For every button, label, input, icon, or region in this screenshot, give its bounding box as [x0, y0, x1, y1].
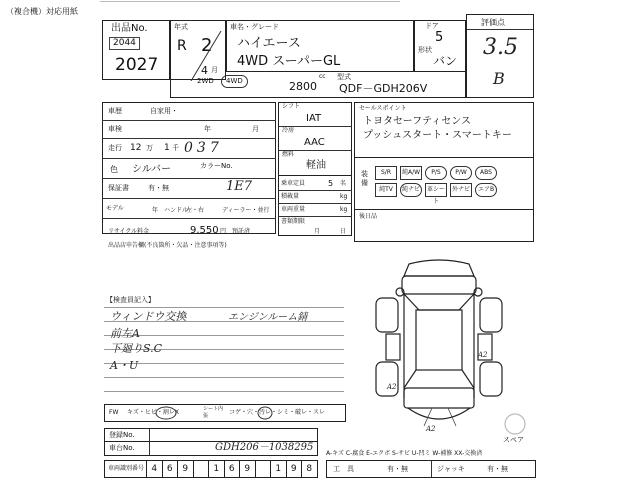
equipment-chip: 外ナビ	[450, 183, 472, 197]
ruled-line	[104, 391, 344, 392]
ruled-line	[104, 377, 344, 378]
row-line	[278, 216, 352, 217]
model-code: QDF－GDH206V	[339, 82, 428, 95]
year-value: 2	[201, 35, 213, 56]
row-line	[278, 203, 352, 204]
drive-2wd: 2WD	[197, 77, 214, 85]
vin-digit-cell: 6	[224, 460, 241, 478]
vin-digit-cell: 9	[286, 460, 303, 478]
jack-options: 有・無	[487, 465, 508, 473]
row-line	[102, 158, 276, 159]
form-label: （複合機）対応用紙	[6, 7, 78, 16]
row-line	[278, 190, 352, 191]
name-label: 車名・グレード	[230, 23, 279, 31]
right-front-wheel	[480, 298, 502, 332]
car-damage-diagram	[364, 258, 514, 438]
cell-divider	[149, 429, 150, 441]
damage-mark-left: A2	[387, 383, 397, 391]
month-value: 4	[201, 64, 208, 77]
doors-value: 5	[435, 30, 444, 45]
inspection-note-2: 前左A	[110, 327, 140, 340]
equipment-chip: S/R	[375, 166, 397, 180]
vin-digit-cell	[193, 460, 210, 478]
vin-digit-cell: 4	[146, 460, 163, 478]
score-divider	[467, 29, 533, 30]
tools-options: 有・無	[387, 465, 408, 473]
score-value: 3.5	[483, 35, 518, 60]
legend-scratch: キズ・ヒビ・割レX	[127, 409, 179, 416]
expiry-month: 月	[314, 228, 321, 235]
legend-burn: コゲ・穴・汚レ・シミ・破レ・スレ	[229, 409, 326, 416]
era: R	[177, 38, 187, 54]
windshield-outline	[404, 294, 474, 310]
vin-digit-cell: 1	[270, 460, 287, 478]
recycle-value: 9,550	[190, 225, 219, 236]
details-box	[102, 102, 276, 234]
vin-digit-cell	[255, 460, 272, 478]
vin-digit-cell: 1	[208, 460, 225, 478]
capacity-unit: 名	[340, 180, 347, 187]
recycle-label: リサイクル料金	[108, 228, 150, 235]
damage-mark-right: A2	[478, 351, 488, 359]
roof-outline	[416, 310, 462, 370]
interior-score: B	[493, 69, 505, 88]
category-value: 自家用・	[150, 107, 178, 115]
after-items-label: 後日品	[359, 213, 378, 220]
inspection-label: 車検	[108, 125, 122, 133]
mileage-label: 走行	[108, 144, 122, 152]
recycle-unit: 円	[220, 228, 227, 235]
equipment-label: 装備	[361, 170, 368, 187]
selling-point-2: プッシュスタート・スマートキー	[363, 130, 512, 141]
category-label: 車歴	[108, 107, 122, 115]
lot-box	[102, 20, 170, 80]
tools-label: 工 具	[333, 465, 354, 473]
inspection-remark: エンジンルーム錆	[228, 312, 308, 323]
fuel-label: 燃料	[282, 151, 295, 158]
warranty-options: 有・無	[148, 184, 169, 192]
month-unit: 月	[211, 66, 218, 74]
score-box	[466, 14, 534, 98]
equipment-chip: 純ナビ	[400, 183, 422, 197]
cc-unit: cc	[319, 73, 326, 80]
lot-label: 出品No.	[111, 23, 148, 34]
year-label: 年式	[174, 23, 188, 31]
inspection-month-unit: 月	[252, 125, 259, 133]
right-rear-wheel	[480, 362, 502, 396]
damage-legend-bar	[104, 404, 346, 422]
top-edge-line	[100, 1, 400, 2]
vin-digit-cell: 6	[162, 460, 179, 478]
capacity-label: 乗車定員	[281, 180, 306, 187]
ruled-line	[104, 335, 344, 336]
spec-row	[170, 72, 466, 98]
equipment-chip: 純TV	[375, 183, 397, 197]
legend-fw: FW	[109, 409, 119, 416]
shape-label: 形状	[418, 46, 432, 54]
row-line	[102, 138, 276, 139]
recycle-deposit: 預託済	[232, 228, 251, 235]
spare-tire-icon	[503, 412, 527, 436]
mileage-sen-unit: 千	[172, 144, 179, 152]
chassis-label: 車台No.	[109, 444, 135, 452]
ac-value: AAC	[304, 137, 325, 148]
color-value: シルバー	[132, 164, 172, 175]
equipment-chip: エアB	[475, 183, 497, 197]
shape-value: バン	[433, 54, 458, 68]
vin-digit-cell: 8	[301, 460, 318, 478]
load-unit: kg	[340, 193, 348, 200]
selling-points-label: セールスポイント	[359, 105, 407, 112]
score-label: 評価点	[481, 18, 505, 27]
ruled-line	[104, 307, 344, 308]
mileage-sen: 1	[164, 143, 170, 153]
chassis-value: GDH206－1038295	[215, 442, 314, 453]
equipment-chip: 革シート	[425, 183, 447, 197]
spare-label: スペア	[503, 436, 524, 444]
type-label: 型式	[337, 73, 351, 81]
registration-row	[104, 428, 318, 442]
inspection-year-unit: 年	[204, 125, 211, 133]
vin-label: 車両識別番号	[108, 465, 145, 472]
name-box	[226, 20, 414, 72]
color-no-value: 1E7	[226, 179, 253, 194]
shift-value: IAT	[306, 113, 322, 124]
door-shape-box	[414, 20, 466, 72]
registration-label: 登録No.	[109, 431, 135, 439]
left-front-wheel	[376, 298, 398, 332]
shift-label: シフト	[282, 103, 301, 110]
mileage-man-unit: 万	[146, 144, 153, 152]
chassis-row	[104, 442, 318, 456]
selling-point-1: トヨタセーフティセンス	[363, 116, 471, 127]
vin-digit-cell: 9	[177, 460, 194, 478]
model-year-label: モデル	[106, 205, 124, 212]
lot-code: 2044	[109, 37, 140, 50]
inspection-note-3: 下廻りS.C	[110, 342, 163, 355]
hood-outline	[402, 276, 476, 294]
rear-bumper-outline	[408, 408, 470, 419]
expiry-label: 書類期限	[281, 218, 306, 225]
door-label: ドア	[425, 22, 439, 30]
color-label: 色	[110, 165, 118, 174]
inspection-note-4: A・U	[110, 359, 139, 372]
vehicle-grade: 4WD スーパーGL	[237, 54, 341, 69]
damage-mark-rear: A2	[426, 425, 436, 433]
expiry-day: 日	[340, 228, 347, 235]
damage-codes-legend: A-キズ C-腐食 E-エクボ S-サビ U-凹ミ W-補修 XX-交換済	[326, 450, 483, 457]
crack-mark-circle	[155, 406, 177, 420]
inspection-note-1: ウィンドウ交換	[110, 310, 187, 323]
tools-jack-row	[326, 460, 536, 478]
cell-divider	[431, 461, 432, 477]
jack-label: ジャッキ	[437, 465, 465, 473]
cc-value: 2800	[289, 80, 317, 93]
selling-points-box	[354, 102, 534, 158]
weight-unit: kg	[340, 206, 348, 213]
capacity-value: 5	[328, 179, 334, 188]
equipment-chip: P/W	[450, 166, 472, 180]
rear-door-outline	[404, 388, 474, 408]
handle-options: 左・右	[186, 207, 205, 214]
fuel-value: 軽油	[306, 160, 326, 171]
row-line	[102, 120, 276, 121]
lot-number: 2027	[115, 55, 159, 75]
color-no-label: カラーNo.	[200, 162, 233, 170]
mileage-man: 12	[130, 143, 142, 153]
load-label: 積載量	[281, 193, 300, 200]
ac-label: 冷房	[282, 127, 295, 134]
equipment-chip: P/S	[425, 166, 447, 180]
handle-label: ハンドル	[164, 207, 189, 214]
hole-mark-circle	[257, 406, 273, 420]
model-year-unit: 年	[152, 207, 159, 214]
notes-header: 出品店申告欄(不良箇所・欠品・注意事項等)	[108, 242, 227, 249]
cell-divider	[149, 442, 150, 455]
warranty-label: 保証書	[108, 184, 129, 192]
equipment-chip: ABS	[475, 166, 497, 180]
inspection-header: 【検査員記入】	[106, 296, 155, 304]
front-bumper-outline	[404, 260, 474, 276]
left-side-door	[386, 334, 400, 360]
dealer-label: ディーラー・並行	[222, 207, 270, 214]
after-items-box	[354, 210, 534, 242]
row-line	[102, 218, 276, 219]
equipment-chip: 純A/W	[400, 166, 422, 180]
rear-pillar-lines	[404, 370, 474, 388]
weight-label: 車両重量	[281, 206, 306, 213]
mileage-km: 037	[184, 140, 223, 156]
row-line	[102, 198, 276, 199]
vehicle-name: ハイエース	[237, 36, 301, 51]
ruled-line	[104, 363, 344, 364]
vin-digit-cell: 9	[239, 460, 256, 478]
legend-seat: シート内張	[203, 406, 224, 419]
year-box	[170, 20, 226, 80]
drive-4wd-circled: 4WD	[221, 75, 248, 88]
